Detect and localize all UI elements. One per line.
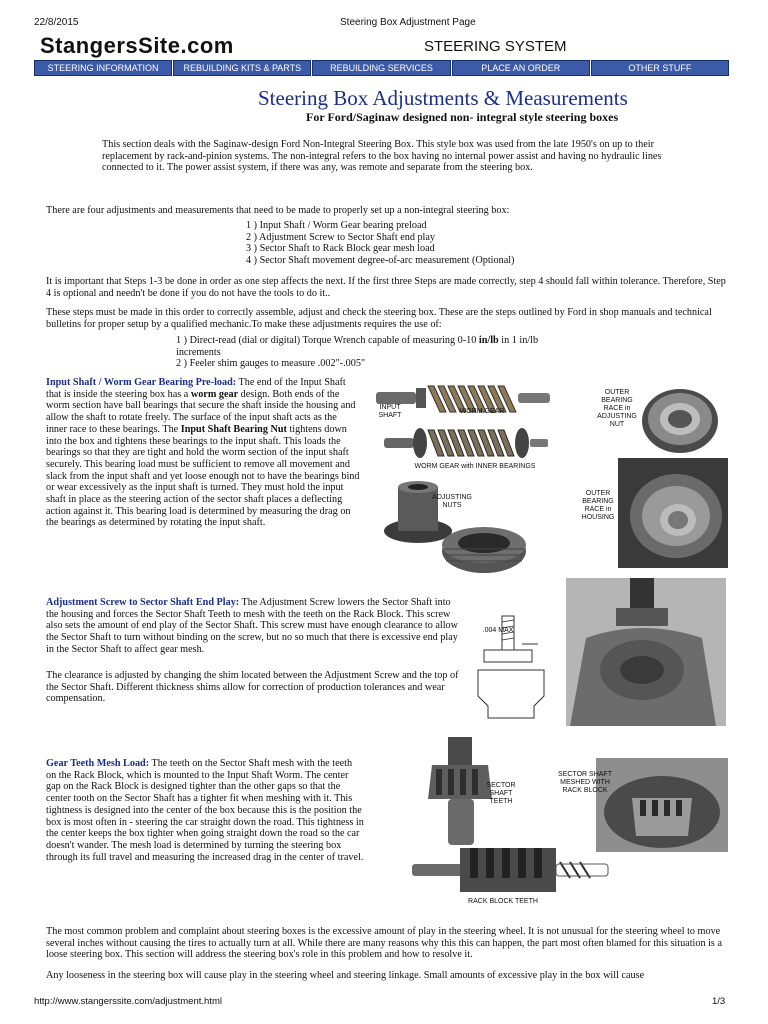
nav-steering-information[interactable]: STEERING INFORMATION bbox=[34, 60, 172, 76]
label-worm-gear: WORM GEAR bbox=[459, 408, 505, 415]
site-logo[interactable]: StangersSite.com bbox=[40, 33, 234, 58]
nav-other-stuff[interactable]: OTHER STUFF bbox=[591, 60, 729, 76]
print-page-title: Steering Box Adjustment Page bbox=[340, 17, 476, 28]
step-item: 1 ) Input Shaft / Worm Gear bearing preload bbox=[246, 220, 427, 231]
steps-list bbox=[246, 220, 706, 267]
step-item: 2 ) Adjustment Screw to Sector Shaft end play bbox=[246, 231, 436, 243]
nav-rebuilding-kits[interactable]: REBUILDING KITS & PARTS bbox=[173, 60, 311, 76]
input-shaft-heading: Input Shaft / Worm Gear Bearing Pre-load: bbox=[46, 377, 237, 388]
footer-page-number: 1/3 bbox=[712, 996, 726, 1007]
footer-url[interactable]: http://www.stangerssite.com/adjustment.html bbox=[34, 996, 222, 1007]
label-max-clearance: .004 MAX bbox=[482, 627, 514, 634]
section-title: STEERING SYSTEM bbox=[424, 38, 567, 55]
page-subheading: For Ford/Saginaw designed non- integral style steering boxes bbox=[306, 110, 619, 124]
nav-rebuilding-services[interactable]: REBUILDING SERVICES bbox=[312, 60, 450, 76]
adjust-screw-photo bbox=[566, 578, 726, 726]
page-heading: Steering Box Adjustments & Measurements bbox=[258, 86, 628, 110]
gear-mesh-section: Gear Teeth Mesh Load: The teeth on the Sector Shaft mesh with the teeth on the Rack Block, which is mounted to the Input Shaft Worm. The center gap on the Rack Block is designed tighter than the other gaps so that the center tooth on the Sector Shaft has a tighter fit when meshing with it. This tightness is designed into the center of the box because this is the position the box is most often in - steering the car straight down the road. This tightness in the center keeps the box tighter when going straight down the road so the car doesn't wander. The mesh load is determined by turning the steering box through its full travel and measuring the increased drag in the center of travel. bbox=[46, 758, 364, 863]
intro-paragraph: This section deals with the Saginaw-design Ford Non-Integral Steering Box. This style box was used from the late 1950's on up to their replacement by rack-and-pinion systems. The non-integral refers to the box having no internal power assist and having no hydraulic lines connected to it. The power assist system, if there was any, was remote and separate from the steering box. bbox=[102, 139, 662, 174]
nav-place-order[interactable]: PLACE AN ORDER bbox=[452, 60, 590, 76]
print-date: 22/8/2015 bbox=[34, 17, 79, 28]
tool-item: 2 ) Feeler shim gauges to measure .002"-.005" bbox=[176, 358, 366, 370]
adjust-screw-section: Adjustment Screw to Sector Shaft End Play: The Adjustment Screw lowers the Sector Shaft into the housing and forces the Sector Shaft Teeth to mesh with the teeth on the Rack Block. This screw also sets the amount of end play of the Sector Shaft. This screw must have enough clearance to allow the Sector Shaft to turn without binding on the screw, but no so much that there is excessive end play in the Sector Shaft to affect gear mesh. bbox=[46, 597, 459, 655]
tool-item-cont: increments bbox=[176, 346, 221, 358]
tool-item: 1 ) Direct-read (dial or digital) Torque Wrench capable of measuring 0-10 in/lb in 1 in/lb bbox=[176, 335, 539, 346]
bottom-paragraph-2: Any looseness in the steering box will cause play in the steering wheel and steering linkage. Small amounts of excessive play in the box will cause bbox=[46, 970, 645, 981]
bottom-paragraph-1: The most common problem and complaint about steering boxes is the excessive amount of play in the steering wheel. It is not unusual for the steering wheel to move several inches without causing the tires to actually turn at all. While there are many reasons why this this can happen, the part most often blamed for this situation is a loose steering box. This section will address the steering box's role in this problem and how to resolve it. bbox=[46, 926, 722, 961]
label-outer-race-housing: OUTER BEARING RACE in HOUSING bbox=[581, 490, 615, 521]
rack-block-image bbox=[410, 840, 610, 898]
label-outer-race-nut: OUTER BEARING RACE in ADJUSTING NUT bbox=[597, 389, 637, 428]
input-shaft-section: Input Shaft / Worm Gear Bearing Pre-load: The end of the Input Shaft that is inside the steering box has a worm gear design. Both ends of the worm section have ball bearings that secure the shaft inside the housing and allow the shaft to rotate freely. The surface of the input shaft acts as the inner race to these bearings. The Input Shaft Bearing Nut tightens down into the box and tightens these bearings to the input shaft. This loads the bearings so that they are tight and hold the worm section of the input shaft securely. This bearing load must be sufficient to remove all movement and slack from the input shaft and yet loose enough not to have the bearings bind or wear excessively as the input shaft is turned. They must hold the input shaft in place as the steering action of the sector shaft places a deflecting action against it. This bearing load is determined by measuring the drag on the bearings as determined by rotating the input shaft. bbox=[46, 377, 360, 529]
adjust-screw-heading: Adjustment Screw to Sector Shaft End Play: bbox=[46, 597, 240, 608]
adjust-screw-paragraph-2: The clearance is adjusted by changing the shim located between the Adjustment Screw and the top of the Sector Shaft. Different thickness shims allow for correction of production tolerances and wear compensation. bbox=[46, 670, 459, 705]
important-paragraph: It is important that Steps 1-3 be done in order as one step affects the next. If the first three Steps are made correctly, step 4 should fall within tolerance. Therefore, Step 4 is optional and needn't be done if you do not have the tools to do it.. bbox=[46, 276, 726, 299]
outer-race-nut-image bbox=[640, 383, 720, 455]
label-worm-gear-bearings: WORM GEAR with INNER BEARINGS bbox=[414, 463, 536, 470]
tools-list bbox=[176, 335, 606, 370]
label-rack-teeth: RACK BLOCK TEETH bbox=[468, 898, 538, 905]
step-item: 4 ) Sector Shaft movement degree-of-arc measurement (Optional) bbox=[246, 255, 515, 267]
gear-mesh-heading: Gear Teeth Mesh Load: bbox=[46, 758, 150, 769]
label-adjusting-nuts: ADJUSTING NUTS bbox=[432, 494, 472, 509]
step-item: 3 ) Sector Shaft to Rack Block gear mesh load bbox=[246, 243, 435, 255]
label-sector-meshed: SECTOR SHAFT MESHED WITH RACK BLOCK bbox=[558, 771, 612, 794]
four-adjustments-intro: There are four adjustments and measurements that need to be made to properly set up a non-integral steering box: bbox=[46, 205, 510, 216]
main-nav bbox=[34, 60, 729, 76]
worm-gear-bearings-image bbox=[382, 424, 550, 462]
label-input-shaft: INPUT SHAFT bbox=[378, 404, 402, 419]
label-sector-teeth: SECTOR SHAFT TEETH bbox=[486, 782, 516, 805]
outer-race-housing-image bbox=[618, 458, 728, 568]
order-paragraph: These steps must be made in this order to correctly assemble, adjust and check the steering box. These are the steps outlined by Ford in shop manuals and technical bulletins for proper setup by a qualified mechanic.To make these adjustments requires the use of: bbox=[46, 307, 712, 330]
